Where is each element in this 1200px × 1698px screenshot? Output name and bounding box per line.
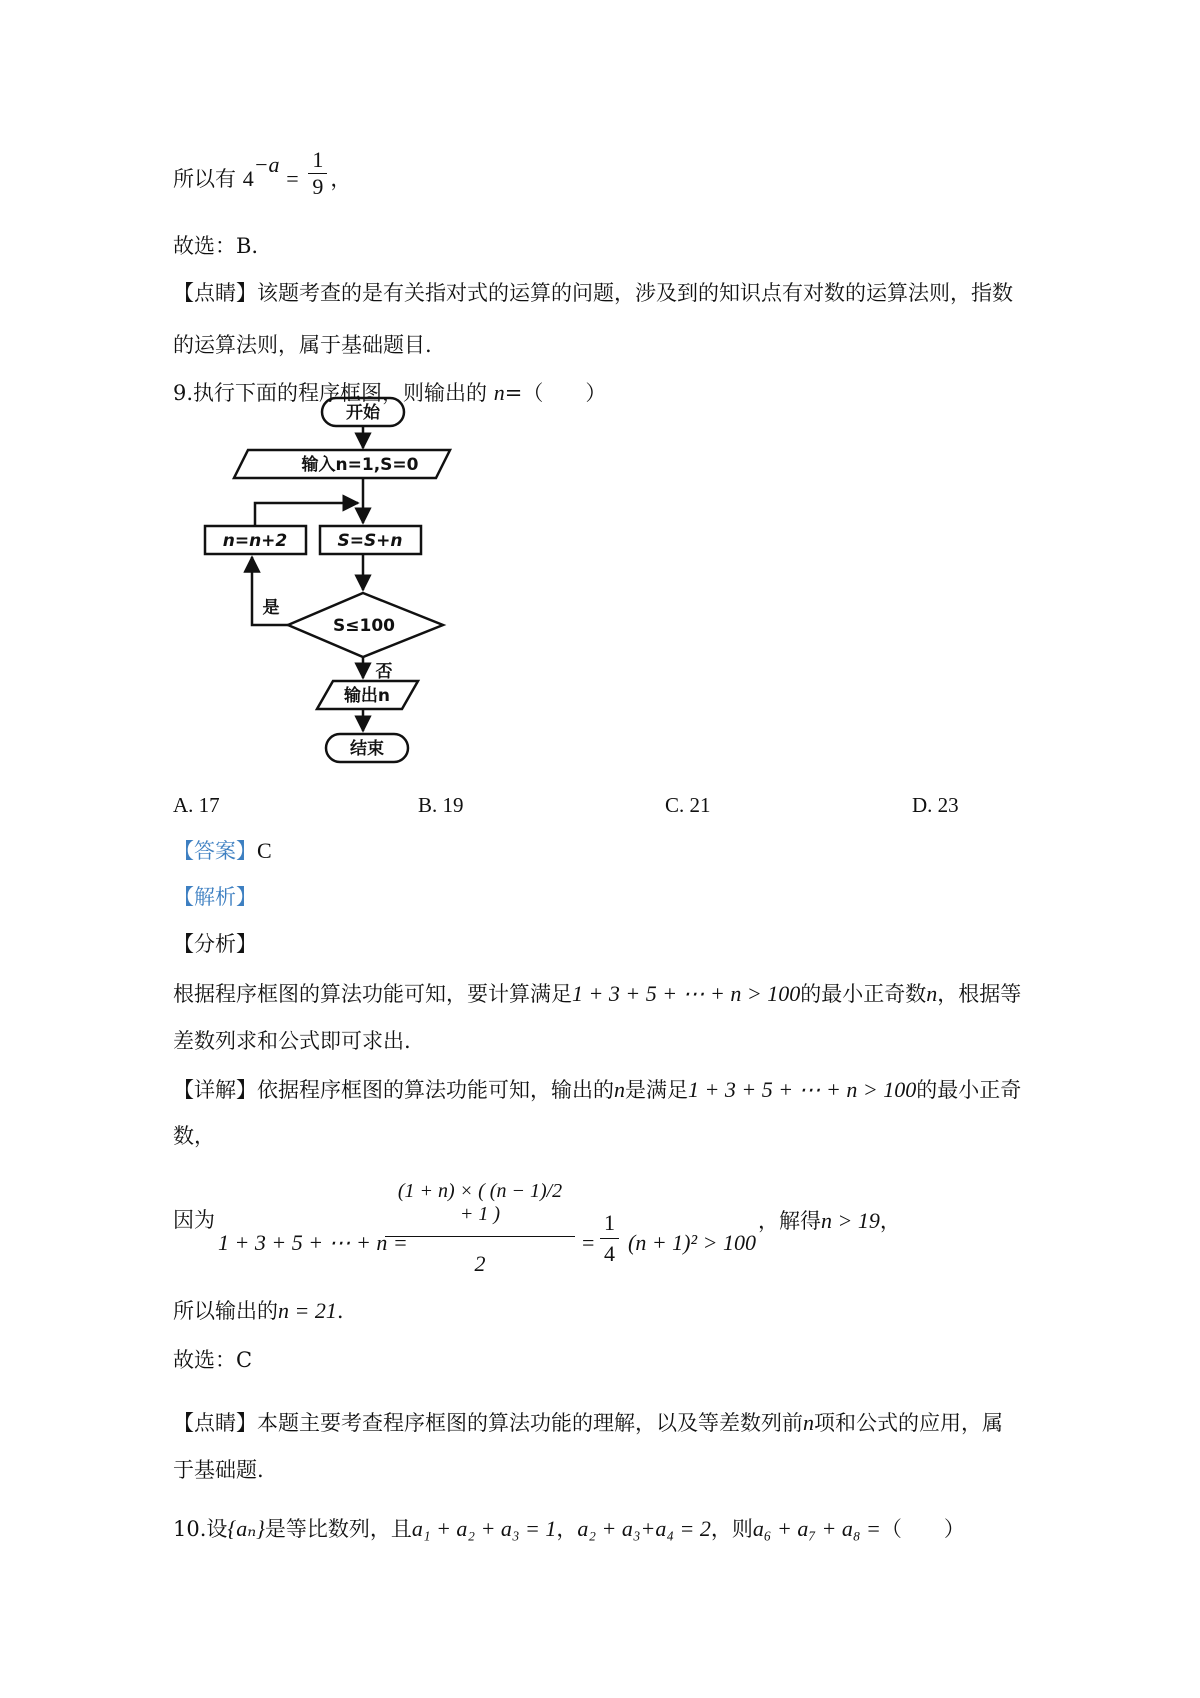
fenxi-line1 (173, 983, 1021, 1005)
detail-var: n (614, 1077, 625, 1102)
detail-text-b: 是满足 (625, 1078, 688, 1102)
q9-comment-text-b: 项和公式的应用，属 (814, 1411, 1003, 1435)
option-a[interactable]: A. 17 (173, 793, 220, 817)
q9-choose: 故选：C (173, 1348, 253, 1372)
prev-comment-tag: 【点睛】 (173, 281, 257, 305)
prev-choose: 故选：B. (173, 234, 259, 258)
output-line (173, 1300, 344, 1322)
sum-quarter-denominator: 4 (604, 1241, 615, 1266)
solve-line (758, 1210, 901, 1232)
flow-output-label: 输出n (343, 686, 391, 706)
output-expr: n = 21 (278, 1298, 337, 1323)
sum-fraction-denominator: 2 (474, 1251, 486, 1276)
sum-rhs: (n + 1)² > 100 (628, 1230, 756, 1255)
q10-stem-a: 10.设 (173, 1517, 228, 1541)
fenxi-text-c: ，根据等 (937, 982, 1022, 1006)
prev-result-prefix: 所以有 (173, 167, 236, 191)
q10-stem-b: 是等比数列，且 (264, 1517, 412, 1541)
answer-line (173, 840, 272, 862)
q9-stem-prefix: 9.执行下面的程序框图，则输出的 (173, 381, 494, 405)
solve-text: ，解得 (758, 1209, 821, 1233)
fenxi-text-b: 的最小正奇数 (800, 982, 927, 1006)
option-c[interactable]: C. 21 (665, 793, 711, 817)
prev-comment-text1: 该题考查的是有关指对式的运算的问题，涉及到的知识点有对数的运算法则，指数 (257, 281, 1013, 305)
flow-sum-label: S=S+n (337, 531, 403, 551)
q10-eq2: a₂ + a₃+a₄ = 2 (577, 1516, 711, 1541)
q9-comment-tag: 【点睛】 (173, 1411, 257, 1435)
sum-because: 因为 (173, 1208, 215, 1232)
q9-comment-line1 (173, 1412, 1003, 1434)
flow-end-label: 结束 (350, 739, 384, 759)
prev-result-base: 4 (242, 166, 254, 191)
detail-expr: 1 + 3 + 5 + ⋯ + n > 100 (688, 1077, 917, 1102)
q9-stem-var: n (493, 380, 505, 405)
prev-fraction-denominator: 9 (312, 174, 324, 199)
analysis-tag: 【解析】 (173, 885, 257, 909)
q10-stem-c: ， (556, 1517, 578, 1541)
prev-result-fraction (308, 149, 327, 198)
q9-stem-suffix: =（ ） (504, 381, 607, 405)
prev-comment-line1 (173, 283, 1013, 304)
output-text: 所以输出的 (173, 1299, 278, 1323)
fenxi-text-a: 根据程序框图的算法功能可知，要计算满足 (173, 982, 572, 1006)
sum-quarter-fraction (600, 1210, 619, 1267)
fenxi-line2: 差数列求和公式即可求出. (173, 1029, 411, 1053)
q9-comment-line2: 于基础题. (173, 1458, 264, 1482)
answer-tag: 【答案】 (173, 839, 257, 863)
prev-result-line (173, 147, 352, 199)
detail-tag: 【详解】 (173, 1078, 257, 1102)
output-end: . (336, 1299, 344, 1323)
sum-mid-eq: = (582, 1230, 595, 1255)
sum-quarter-numerator: 1 (600, 1210, 619, 1239)
q10-eq3: a₆ + a₇ + a₈ = (752, 1516, 881, 1541)
sum-fraction-numerator: (1 + n) × ( (n − 1)/2 + 1 ) (385, 1180, 575, 1237)
fenxi-var: n (926, 981, 938, 1006)
prev-result-end: ， (330, 167, 352, 191)
q10-stem-e: （ ） (880, 1517, 965, 1541)
q10-set: {aₙ} (227, 1516, 265, 1541)
prev-comment-line2: 的运算法则，属于基础题目. (173, 333, 432, 357)
fenxi-expr: 1 + 3 + 5 + ⋯ + n > 100 (572, 981, 801, 1006)
q9-comment-text-a: 本题主要考查程序框图的算法功能的理解，以及等差数列前 (257, 1411, 803, 1435)
fenxi-tag: 【分析】 (173, 932, 257, 956)
flow-condition-label: S≤100 (333, 616, 395, 636)
flow-yes-label: 是 (262, 598, 280, 618)
sum-fraction (385, 1180, 575, 1277)
detail-line2: 数， (173, 1124, 215, 1148)
solve-end: ， (879, 1209, 901, 1233)
flow-input-label: 输入n=1,S=0 (301, 455, 419, 475)
option-d[interactable]: D. 23 (912, 793, 959, 817)
prev-result-exponent: −a (253, 152, 280, 177)
solve-expr: n > 19 (821, 1208, 880, 1233)
q9-comment-var: n (803, 1410, 814, 1435)
prev-fraction-numerator: 1 (308, 149, 327, 174)
detail-text-a: 依据程序框图的算法功能可知，输出的 (257, 1078, 614, 1102)
answer-value: C (257, 838, 272, 863)
sum-lhs: 1 + 3 + 5 + ⋯ + n = (218, 1230, 408, 1255)
flow-no-label: 否 (375, 662, 393, 682)
prev-result-eq: = (286, 166, 299, 191)
q10-stem (173, 1518, 965, 1540)
q10-stem-d: ，则 (710, 1517, 753, 1541)
flow-start-label: 开始 (346, 403, 380, 423)
detail-text-c: 的最小正奇 (916, 1078, 1022, 1102)
q10-eq1: a₁ + a₂ + a₃ = 1 (411, 1516, 557, 1541)
detail-line1 (173, 1079, 1021, 1101)
option-b[interactable]: B. 19 (418, 793, 464, 817)
q9-flowchart (180, 395, 460, 785)
flow-increment-label: n=n+2 (222, 531, 288, 551)
